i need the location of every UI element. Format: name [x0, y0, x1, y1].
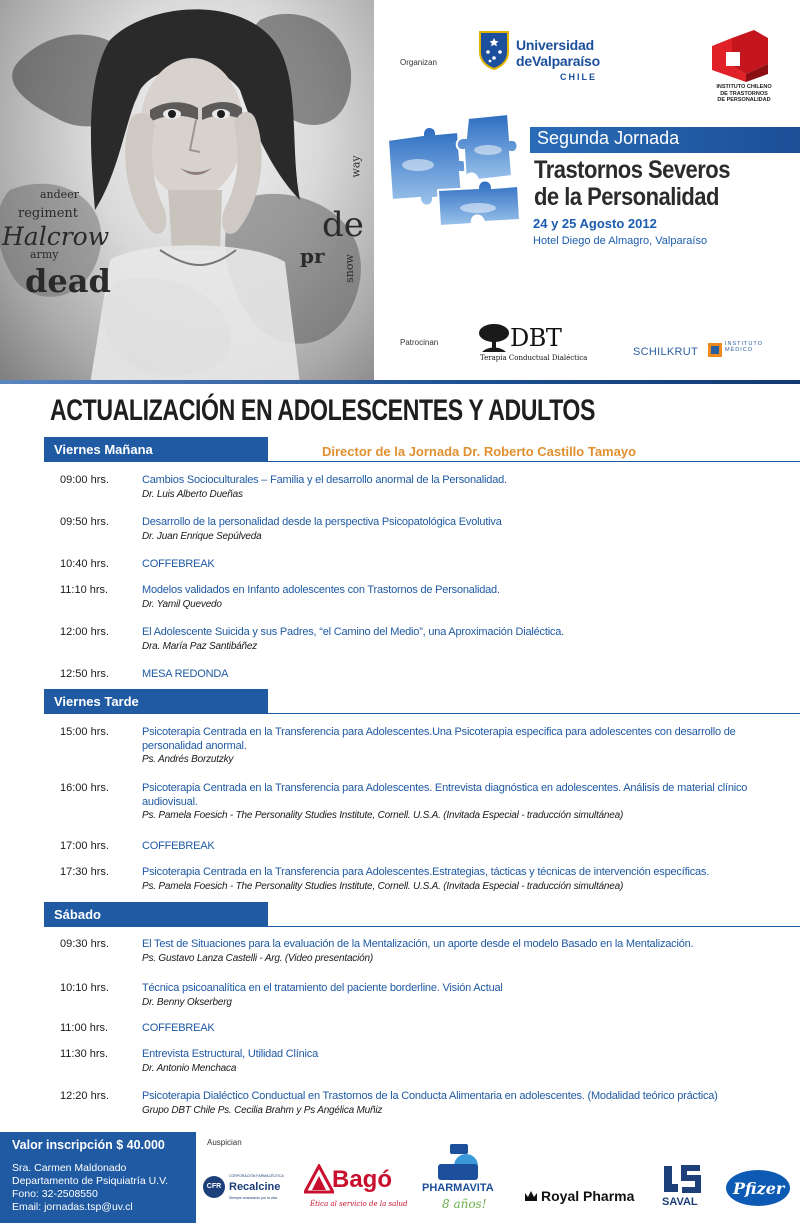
schedule-topic-block [142, 474, 782, 501]
icht-line3: DE PERSONALIDAD [717, 97, 771, 103]
schedule-speaker: Dr. Luis Alberto Dueñas [142, 488, 243, 500]
schilkrut-logo [633, 338, 783, 366]
schedule-topic-block [142, 668, 782, 682]
schilkrut-name: SCHILKRUT [633, 346, 699, 358]
schedule-topic: COFFEBREAK [142, 558, 215, 570]
schedule-topic-block [142, 1090, 782, 1117]
schedule-time: 15:00 hrs. [60, 726, 109, 738]
universidad-valparaiso-logo [478, 30, 608, 90]
schedule-time: 12:00 hrs. [60, 626, 109, 638]
pharmavita-icon [430, 1142, 490, 1182]
schedule-time: 17:30 hrs. [60, 866, 109, 878]
schedule-speaker: Dr. Antonio Menchaca [142, 1062, 237, 1074]
schedule-time: 16:00 hrs. [60, 782, 109, 794]
contact-email[interactable]: Email: jornadas.tsp@uv.cl [12, 1201, 133, 1213]
uv-name-line1: Universidad [516, 37, 594, 53]
schedule-topic: COFFEBREAK [142, 840, 215, 852]
schedule-time: 09:00 hrs. [60, 474, 109, 486]
schedule-topic-block [142, 938, 782, 965]
bago-triangle-icon [304, 1164, 334, 1194]
schedule-time: 12:20 hrs. [60, 1090, 109, 1102]
schedule-speaker: Grupo DBT Chile Ps. Cecilia Brahm y Ps Angélica Muñiz [142, 1104, 383, 1116]
auspician-label: Auspician [207, 1138, 242, 1147]
schedule-topic: COFFEBREAK [142, 1022, 215, 1034]
dbt-title: DBT [510, 324, 562, 352]
section-header [44, 902, 268, 927]
section-rule [44, 461, 800, 462]
schedule-topic: MESA REDONDA [142, 668, 229, 680]
schedule-topic: Psicoterapia Centrada en la Transferencia para Adolescentes.Estrategias, tácticas y técnicas de intervención específicas. [142, 866, 710, 878]
cfr-icon: CFR [203, 1176, 225, 1198]
saval-icon [662, 1164, 702, 1194]
schedule-topic-block [142, 584, 782, 611]
schedule-speaker: Ps. Andrés Borzutzky [142, 754, 234, 765]
sponsor-pharmavita [416, 1140, 506, 1220]
bago-name: Bagó [332, 1166, 392, 1193]
schedule-speaker: Dra. María Paz Santibáñez [142, 640, 258, 652]
schedule-topic: Psicoterapia Centrada en la Transferencia para Adolescentes. Entrevista diagnóstica en adolescentes. Análisis de material clínico audiovisual. [142, 782, 748, 808]
schedule-time: 10:40 hrs. [60, 558, 109, 570]
saval-name: SAVAL [662, 1196, 698, 1208]
section-title: Sábado [54, 907, 101, 922]
schedule-topic-block [142, 626, 782, 653]
contact-phone: Fono: 32-2508550 [12, 1188, 98, 1200]
icht-line2: DE TRASTORNOS [720, 90, 768, 97]
schedule-speaker: Ps. Gustavo Lanza Castelli - Arg. (Video presentación) [142, 952, 373, 964]
uv-name-line2: deValparaíso [516, 53, 600, 69]
schedule-time: 12:50 hrs. [60, 668, 109, 680]
registration-fee: Valor inscripción $ 40.000 [12, 1138, 165, 1152]
schedule-topic-block [142, 982, 782, 1009]
schedule-topic: Psicoterapia Centrada en la Transferencia para Adolescentes.Una Psicoterapia especifica para adolescentes con desarrollo de personalidad anormal. [142, 726, 736, 752]
icht-name [696, 84, 792, 104]
photo-word-9: snow [342, 254, 356, 283]
photo-word-5: dead [25, 262, 111, 300]
schedule-topic: Psicoterapia Dialéctico Conductual en Trastornos de la Conducta Alimentaria en adolescentes. (Modalidad teórico práctica) [142, 1090, 718, 1102]
pharmavita-name: PHARMAVITA [422, 1182, 494, 1194]
pfizer-name: Pfizer [733, 1179, 785, 1198]
section-title: Viernes Tarde [54, 694, 139, 709]
schedule-time: 17:00 hrs. [60, 840, 109, 852]
schedule-topic: Técnica psicoanalítica en el tratamiento del paciente borderline. Visión Actual [142, 982, 503, 994]
event-header [0, 0, 800, 384]
sponsor-saval [656, 1164, 712, 1212]
schedule-topic-block [142, 866, 782, 893]
event-edition: Segunda Jornada [537, 128, 680, 148]
schedule-topic: El Test de Situaciones para la evaluación de la Mentalización, un aporte desde el modelo Basado en la Mentalización. [142, 938, 694, 950]
photo-word-1: andeer [40, 188, 79, 201]
dbt-logo [478, 322, 596, 366]
schedule-topic: Entrevista Estructural, Utilidad Clínica [142, 1048, 319, 1060]
crown-icon [524, 1190, 538, 1202]
patrocinan-label: Patrocinan [400, 338, 439, 347]
cfr-name: Recalcine [229, 1181, 281, 1193]
schedule-topic-block [142, 840, 782, 854]
schedule-topic: Modelos validados en Infanto adolescentes con Trastornos de Personalidad. [142, 584, 500, 596]
contact-department: Departamento de Psiquiatría U.V. [12, 1175, 169, 1187]
royal-pharma-name: Royal Pharma [541, 1188, 635, 1204]
icht-line1: INSTITUTO CHILENO [716, 84, 772, 90]
schedule-topic: Desarrollo de la personalidad desde la perspectiva Psicopatológica Evolutiva [142, 516, 502, 528]
schedule-time: 11:30 hrs. [60, 1048, 109, 1060]
registration-box [0, 1132, 196, 1223]
schedule-topic: El Adolescente Suicida y sus Padres, “el Camino del Medio”, una Aproximación Dialéctica. [142, 626, 565, 638]
sponsor-recalcine [203, 1172, 293, 1212]
photo-word-4: army [30, 248, 59, 261]
sponsor-pfizer [726, 1170, 794, 1210]
puzzle-pieces-icon [378, 110, 538, 230]
schedule-speaker: Ps. Pamela Foesich - The Personality Studies Institute, Cornell. U.S.A. (Invitada Especial - traducción simultánea) [142, 810, 624, 821]
schedule-speaker: Dr. Benny Okserberg [142, 996, 232, 1008]
uv-shield-icon [478, 30, 510, 70]
dbt-subtitle: Terapia Conductual Dialéctica [480, 354, 588, 362]
schedule-speaker: Dr. Yamil Quevedo [142, 598, 222, 610]
organizan-label: Organizan [400, 58, 437, 67]
schedule-time: 09:50 hrs. [60, 516, 109, 528]
schedule-time: 09:30 hrs. [60, 938, 109, 950]
page-title: ACTUALIZACIÓN EN ADOLESCENTES Y ADULTOS [50, 394, 595, 427]
schedule-topic-block [142, 726, 782, 766]
sponsor-royal-pharma [524, 1186, 654, 1210]
event-date: 24 y 25 Agosto 2012 [533, 216, 657, 231]
sponsor-bago [298, 1158, 406, 1218]
pharmavita-tag: 8 años! [442, 1197, 487, 1211]
photo-word-3: Halcrow [2, 222, 110, 251]
schedule-topic-block [142, 516, 782, 543]
schilkrut-sub1: INSTITUTO [725, 341, 763, 347]
schedule-time: 11:10 hrs. [60, 584, 109, 596]
schedule-topic: Cambios Socioculturales – Familia y el desarrollo anormal de la Personalidad. [142, 474, 507, 486]
cfr-top: CORPORACIÓN FARMACÉUTICA [229, 1174, 284, 1178]
photo-word-8: way [349, 155, 363, 178]
schedule-topic-block [142, 558, 782, 572]
director-credit: Director de la Jornada Dr. Roberto Castillo Tamayo [322, 444, 637, 459]
cfr-tag: Siempre avanzando por la vida [229, 1196, 278, 1200]
schilkrut-inner-square [711, 346, 719, 354]
icht-cube-icon [696, 28, 792, 84]
header-divider [0, 380, 800, 384]
cover-photo [0, 0, 374, 384]
schilkrut-sub2: MÉDICO [725, 347, 753, 353]
section-title: Viernes Mañana [54, 442, 153, 457]
schedule-topic-block [142, 782, 782, 822]
schedule-topic-block [142, 1022, 782, 1036]
instituto-chileno-logo [696, 28, 796, 118]
photo-word-6: de [322, 205, 364, 245]
schedule-speaker: Dr. Juan Enrique Sepúlveda [142, 530, 262, 542]
section-header [44, 689, 268, 714]
schilkrut-subtitle [725, 341, 763, 353]
photo-word-2: regiment [18, 206, 79, 221]
section-rule [44, 713, 800, 714]
bago-tag: Ética al servicio de la salud [310, 1200, 408, 1208]
event-title-line1: Trastornos Severos [534, 156, 730, 184]
section-header [44, 437, 268, 462]
uv-country: CHILE [560, 72, 597, 82]
schedule-topic-block [142, 1048, 782, 1075]
schedule-time: 10:10 hrs. [60, 982, 109, 994]
photo-word-7: pr [300, 244, 325, 268]
event-title-line2: de la Personalidad [534, 183, 719, 211]
schedule-speaker: Ps. Pamela Foesich - The Personality Studies Institute, Cornell. U.S.A. (Invitada Especial - traducción simultánea) [142, 880, 624, 892]
section-rule [44, 926, 800, 927]
contact-name: Sra. Carmen Maldonado [12, 1162, 127, 1174]
event-place: Hotel Diego de Almagro, Valparaíso [533, 235, 708, 247]
schedule-time: 11:00 hrs. [60, 1022, 109, 1034]
tree-icon [478, 322, 510, 354]
